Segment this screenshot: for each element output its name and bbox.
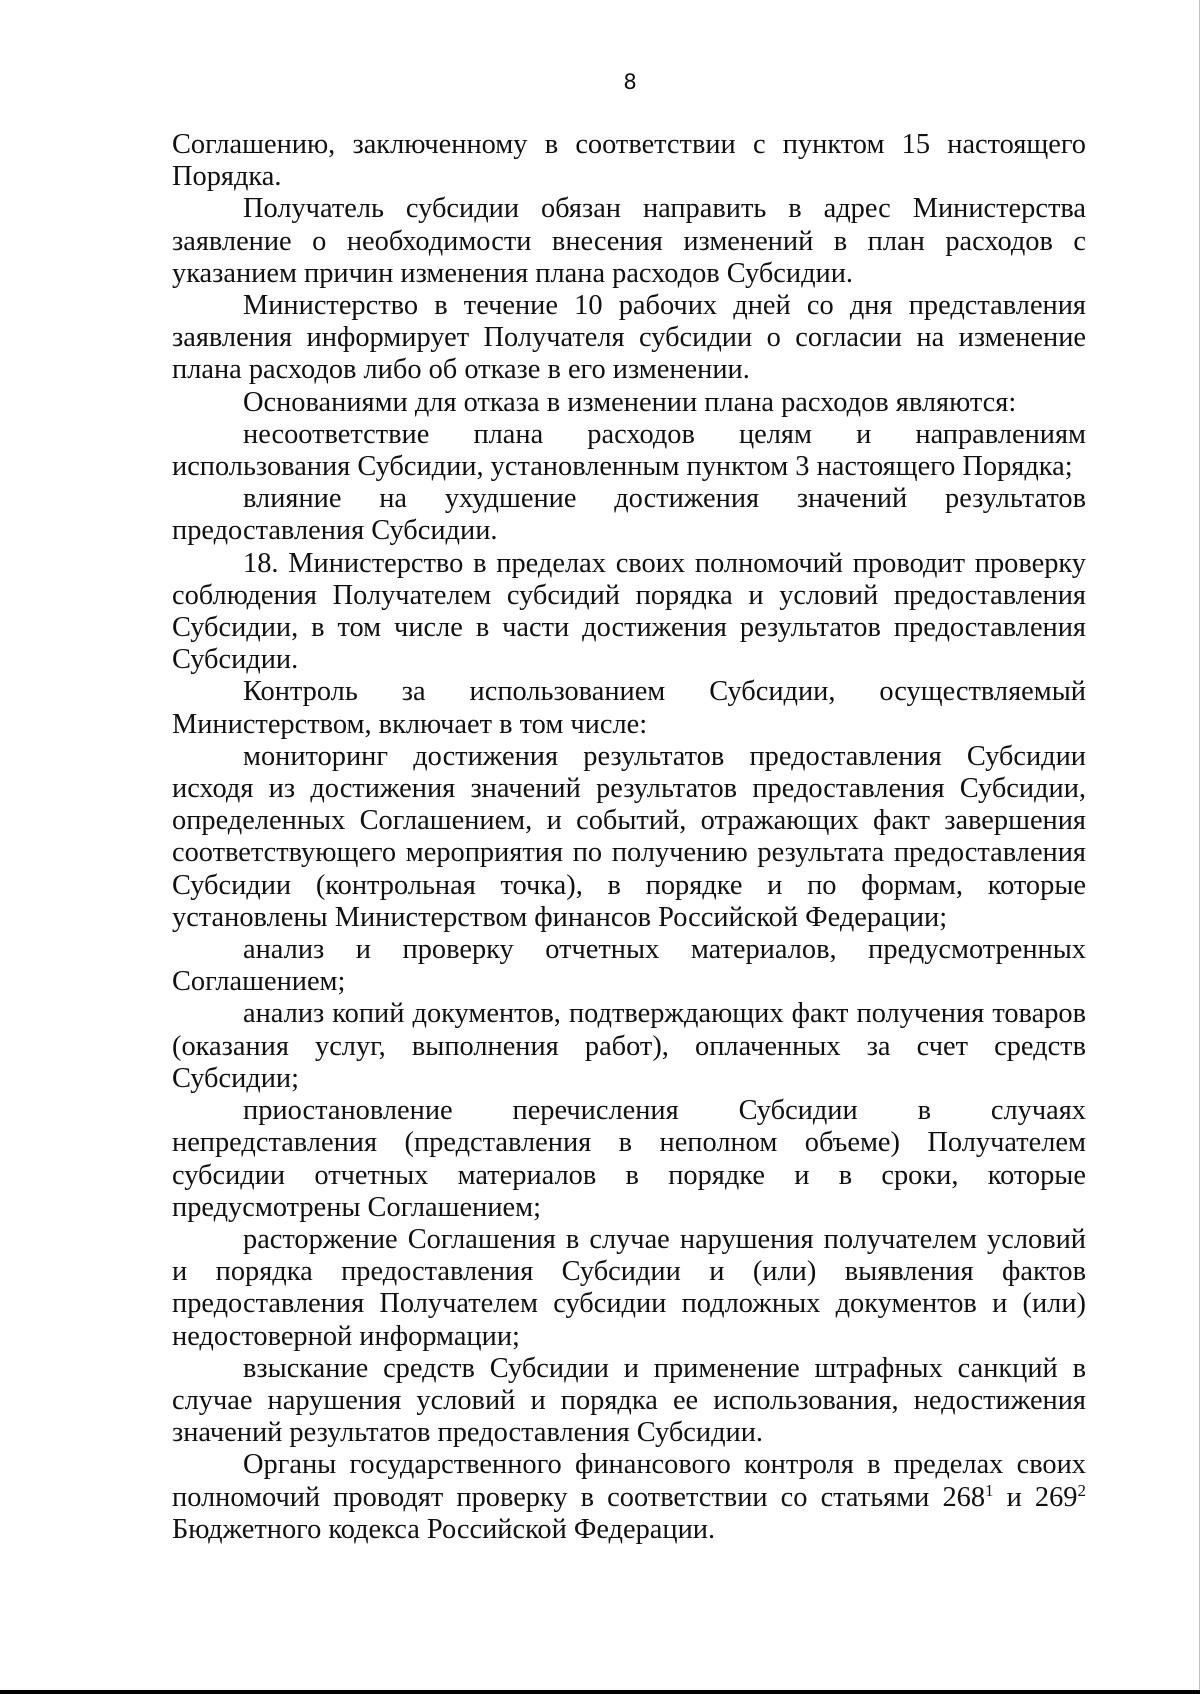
page-number: 8 bbox=[623, 70, 637, 94]
paragraph: влияние на ухудшение достижения значений результатов предоставления Субсидии. bbox=[172, 483, 1086, 547]
paragraph: Основаниями для отказа в изменении плана расходов являются: bbox=[243, 386, 1017, 418]
paragraph-text: и 269 bbox=[993, 1481, 1078, 1513]
paragraph: приостановление перечисления Субсидии в случаях непредставления (представления в неполном объеме) Получателем субсидии отчетных материалов в порядке и в сроки, которые предусмотрены Соглашением; bbox=[172, 1095, 1086, 1223]
superscript: 1 bbox=[985, 1480, 994, 1500]
paragraph: анализ и проверку отчетных материалов, предусмотренных Соглашением; bbox=[172, 934, 1086, 998]
paragraph: расторжение Соглашения в случае нарушения получателем условий и порядка предоставления Субсидии и (или) выявления фактов предоставления Получателем субсидии подложных документов и (или) недостоверной информации; bbox=[172, 1223, 1086, 1352]
paragraph-last bbox=[172, 1449, 1086, 1546]
paragraph: взыскание средств Субсидии и применение штрафных санкций в случае нарушения условий и порядка ее использования, недостижения значений результатов предоставления Субсидии. bbox=[172, 1352, 1086, 1449]
paragraph: Контроль за использованием Субсидии, осуществляемый Министерством, включает в том числе: bbox=[172, 676, 1086, 740]
document-body bbox=[172, 129, 1086, 1546]
scan-edge bbox=[0, 1690, 1200, 1694]
paragraph: 18. Министерство в пределах своих полномочий проводит проверку соблюдения Получателем субсидий порядка и условий предоставления Субсидии, в том числе в части достижения результатов предоставления Субсидии. bbox=[172, 547, 1086, 676]
paragraph: несоответствие плана расходов целям и направлениям использования Субсидии, установленным пунктом 3 настоящего Порядка; bbox=[172, 418, 1086, 483]
paragraph: мониторинг достижения результатов предоставления Субсидии исходя из достижения значений результатов предоставления Субсидии, определенных Соглашением, и событий, отражающих факт завершения соответствующего мероприятия по получению результата предоставления Субсидии (контрольная точка), в порядке и по формам, которые установлены Министерством финансов Российской Федерации; bbox=[172, 740, 1086, 933]
superscript: 2 bbox=[1077, 1480, 1087, 1500]
paragraph-text: Бюджетного кодекса Российской Федерации. bbox=[172, 1513, 716, 1545]
paragraph-text: Органы государственного финансового контроля в пределах своих полномочий проводят проверку в соответствии со статьями 268 bbox=[172, 1449, 1086, 1513]
paragraph: Получатель субсидии обязан направить в адрес Министерства заявление о необходимости внесения изменений в план расходов с указанием причин изменения плана расходов Субсидии. bbox=[172, 193, 1086, 289]
paragraph: Министерство в течение 10 рабочих дней со дня представления заявления информирует Получателя субсидии о согласии на изменение плана расходов либо об отказе в его изменении. bbox=[172, 290, 1086, 386]
paragraph: анализ копий документов, подтверждающих факт получения товаров (оказания услуг, выполнения работ), оплаченных за счет средств Субсидии; bbox=[172, 998, 1086, 1094]
paragraph: Соглашению, заключенному в соответствии с пунктом 15 настоящего Порядка. bbox=[172, 129, 1086, 193]
